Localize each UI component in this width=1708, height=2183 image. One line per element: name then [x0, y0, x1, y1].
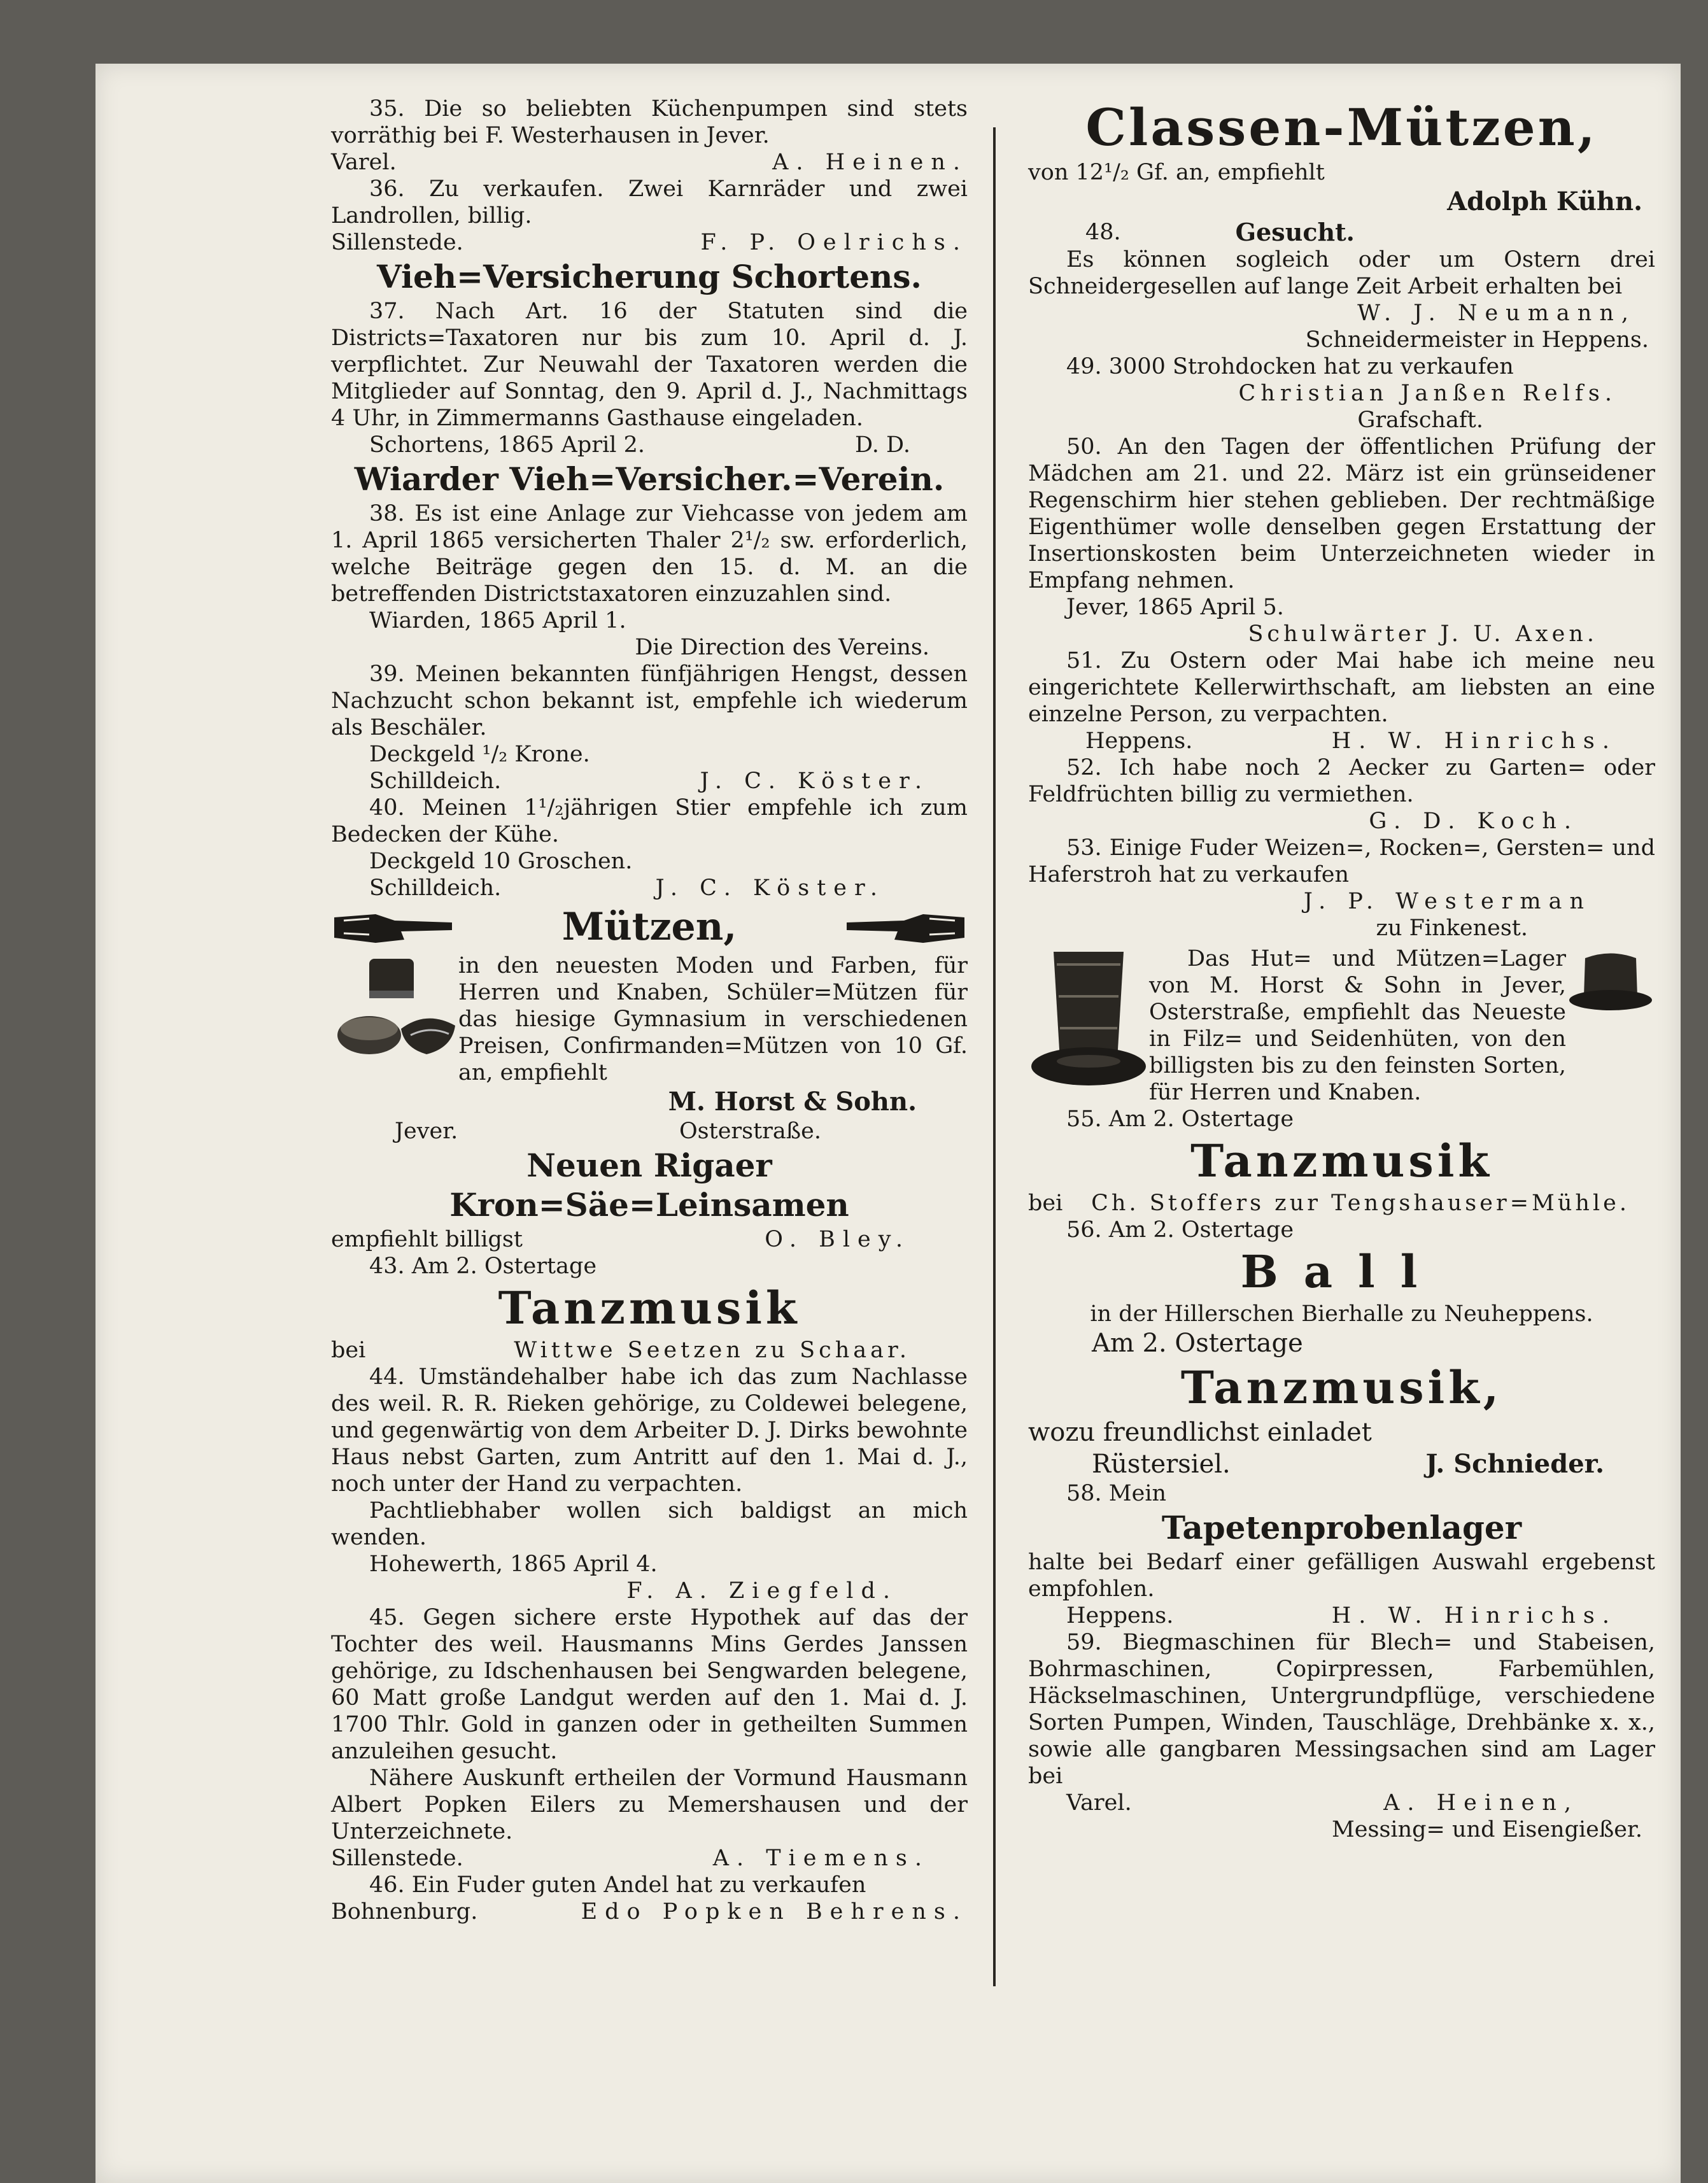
ad-muetzen: [331, 901, 968, 1145]
ad-43-heading: Tanzmusik: [498, 1282, 801, 1334]
ad-45-place: Sillenstede.: [331, 1846, 463, 1871]
ad-39-text: 39. Meinen bekannten fünfjährigen Hengst, dessen Nachzucht schon bekannt ist, empfehle ich wiederum als Beschäler.: [331, 661, 968, 740]
rigaer-signature: [331, 1226, 968, 1253]
ad-58-name: H. W. Hinrichs.: [1331, 1603, 1617, 1628]
ad-59: [1028, 1629, 1655, 1843]
muetzen-heading: Mützen,: [561, 905, 737, 949]
ad-49-place: Grafschaft.: [1357, 407, 1483, 433]
ad-44-text: 44. Umständehalber habe ich das zum Nachlasse des weil. R. R. Rieken gehörige, zu Coldewei belegene, und gegenwärtig von dem Arbeiter D. J. Dirks bewohnte Haus nebst Garten, zum Antritt auf den 1. Mai d. J., noch unter der Hand zu verpachten.: [331, 1364, 968, 1497]
classen-heading: Classen-Mützen,: [1085, 97, 1598, 157]
ad-57: [1028, 1327, 1655, 1480]
ad-36-signature: [331, 229, 968, 256]
ad-57-text: wozu freundlichst einladet: [1028, 1418, 1372, 1447]
ad-39-fee: Deckgeld ¹/₂ Krone.: [369, 742, 590, 767]
ad-50-text: 50. An den Tagen der öffentlichen Prüfung der Mädchen am 21. und 22. März ist ein grünseidener Regenschirm hier stehen geblieben. Der rechtmäßige Eigenthümer wolle denselben gegen Erstattung der Insertionskosten beim Unterzeichneten wieder in Empfang nehmen.: [1028, 434, 1655, 593]
muetzen-signature: [331, 1118, 968, 1145]
ad-58-intro: 58. Mein: [1066, 1481, 1167, 1506]
ad-58-heading: Tapetenprobenlager: [1161, 1509, 1522, 1546]
classen-name: Adolph Kühn.: [1447, 187, 1642, 216]
rigaer-text: empfiehlt billigst: [331, 1227, 523, 1252]
ad-45-text: 45. Gegen sichere erste Hypothek auf das der Tochter des weil. Hausmanns Mins Gerdes Janssen gehörige, zu Idschenhausen bei Sengwarden belegene, 60 Matt große Landgut werden auf den 1. Mai d. J. 1700 Thlr. Gold in ganzen oder in getheilten Summen anzuleihen gesucht.: [331, 1605, 968, 1764]
ad-51: [1028, 647, 1655, 754]
ad-51-name: H. W. Hinrichs.: [1331, 728, 1617, 754]
ad-48-text: Es können sogleich oder um Ostern drei Schneidergesellen auf lange Zeit Arbeit erhalten bei: [1028, 247, 1655, 299]
ad-hut-lager: [1028, 945, 1655, 1106]
ad-35-place: Varel.: [331, 150, 397, 175]
ad-57-intro: Am 2. Ostertage: [1092, 1329, 1303, 1358]
ad-40: [331, 795, 968, 901]
ad-48-sub: Schneidermeister in Heppens.: [1305, 327, 1649, 353]
ad-52-name: G. D. Koch.: [1369, 809, 1579, 834]
muetzen-body: [331, 952, 968, 1086]
ad-57-signature: [1028, 1448, 1655, 1480]
ad-58-text: halte bei Bedarf einer gefälligen Auswahl ergebenst empfohlen.: [1028, 1550, 1655, 1602]
classen-text: von 12¹/₂ Gf. an, empfiehlt: [1028, 160, 1325, 185]
ad-36: [331, 176, 968, 256]
wiarder-heading: Wiarder Vieh=Versicher.=Verein.: [354, 460, 945, 498]
ad-40-signature: [331, 875, 968, 901]
ad-45-text2: Nähere Auskunft ertheilen der Vormund Hausmann Albert Popken Eilers zu Memershausen und der Unterzeichnete.: [331, 1765, 968, 1844]
ad-43-line: [331, 1337, 968, 1364]
ad-56-text: in der Hillerschen Bierhalle zu Neuheppens.: [1090, 1301, 1593, 1327]
ad-39-signature: [331, 768, 968, 795]
ad-40-place: Schilldeich.: [369, 875, 502, 901]
ad-36-text: 36. Zu verkaufen. Zwei Karnräder und zwei Landrollen, billig.: [331, 176, 968, 229]
ad-38-place: Wiarden, 1865 April 1.: [369, 608, 626, 633]
ad-39-place: Schilldeich.: [369, 768, 502, 794]
ad-40-text: 40. Meinen 1¹/₂jährigen Stier empfehle ich zum Bedecken der Kühe.: [331, 795, 968, 847]
ad-49: [1028, 353, 1655, 434]
ad-58: [1028, 1480, 1655, 1629]
ad-37-text: 37. Nach Art. 16 der Statuten sind die Districts=Taxatoren nur bis zum 10. April d. J. verpflichtet. Zur Neuwahl der Taxatoren werden die Mitglieder auf Sonntag, den 9. April d. J., Nachmittags 4 Uhr, in Zimmermanns Gasthause eingeladen.: [331, 299, 968, 431]
ad-51-text: 51. Zu Ostern oder Mai habe ich meine neu eingerichtete Kellerwirthschaft, am liebsten an eine einzelne Person, zu verpachten.: [1028, 648, 1655, 727]
left-column: [331, 95, 968, 1925]
ad-44-place: Hohewerth, 1865 April 4.: [369, 1551, 658, 1577]
rigaer-heading: Neuen Rigaer Kron=Säe=Leinsamen: [449, 1147, 849, 1224]
caps-illustration-icon: [331, 952, 458, 1064]
ad-52: [1028, 754, 1655, 835]
muetzen-place: Jever.: [395, 1119, 458, 1144]
ad-50: [1028, 434, 1655, 647]
ad-57-name: J. Schnieder.: [1425, 1449, 1604, 1479]
ad-57-place: Rüstersiel.: [1092, 1450, 1231, 1479]
ad-48-title: Gesucht.: [1235, 218, 1355, 246]
muetzen-street: Osterstraße.: [679, 1119, 821, 1144]
hut-lager-text: Das Hut= und Mützen=Lager von M. Horst & Sohn in Jever, Osterstraße, empfiehlt das Neueste in Filz= und Seidenhüten, von den billigsten bis zu den feinsten Sorten, für Herren und Knaben.: [1149, 946, 1566, 1105]
ad-59-sub: Messing= und Eisengießer.: [1331, 1817, 1642, 1842]
ad-59-place: Varel.: [1066, 1790, 1132, 1816]
ad-44-name: F. A. Ziegfeld.: [626, 1578, 898, 1604]
ad-48-num: 48.: [1085, 219, 1121, 245]
ad-49-text: 49. 3000 Strohdocken hat zu verkaufen: [1066, 354, 1514, 379]
ad-35-text: 35. Die so beliebten Küchenpumpen sind stets vorräthig bei F. Westerhausen in Jever.: [331, 96, 968, 148]
ad-44-text2: Pachtliebhaber wollen sich baldigst an mich wenden.: [331, 1498, 968, 1550]
ad-55-pre: bei: [1028, 1190, 1063, 1216]
ad-50-place: Jever, 1865 April 5.: [1066, 595, 1284, 620]
ad-53-name: J. P. Westerman: [1303, 889, 1592, 914]
ad-53-sub: zu Finkenest.: [1376, 915, 1528, 941]
ad-48: [1028, 218, 1655, 353]
ad-55-text: Ch. Stoffers zur Tengshauser=Mühle.: [1091, 1190, 1630, 1216]
ad-58-signature: [1028, 1602, 1655, 1629]
ad-51-place: Heppens.: [1085, 728, 1193, 754]
ad-43-intro: 43. Am 2. Ostertage: [369, 1254, 597, 1279]
ad-37-signature: [331, 432, 968, 458]
ad-46-text: 46. Ein Fuder guten Andel hat zu verkaufen: [369, 1872, 866, 1898]
ad-46: [331, 1872, 968, 1925]
pointing-hand-left-icon: [840, 905, 968, 949]
ad-49-name: Christian Janßen Relfs.: [1238, 381, 1617, 406]
muetzen-firm: M. Horst & Sohn.: [668, 1087, 917, 1117]
ad-59-name: A. Heinen,: [1383, 1790, 1579, 1816]
column-rule: [993, 127, 996, 1986]
top-hat-icon: [1028, 945, 1149, 1098]
ad-55-intro: 55. Am 2. Ostertage: [1066, 1106, 1294, 1132]
ad-45-name: A. Tiemens.: [712, 1846, 929, 1871]
ad-51-signature: [1028, 728, 1655, 754]
ad-50-name: Schulwärter J. U. Axen.: [1248, 621, 1598, 647]
ad-39-name: J. C. Köster.: [700, 768, 929, 794]
ad-35: [331, 95, 968, 176]
ad-55-heading: Tanzmusik: [1190, 1134, 1493, 1187]
ad-40-fee: Deckgeld 10 Groschen.: [369, 849, 633, 874]
ad-35-signature: [331, 149, 968, 176]
ad-38: [331, 500, 968, 661]
ad-48-header: [1028, 218, 1655, 246]
ad-43-pre: bei: [331, 1338, 366, 1363]
ad-38-name: Die Direction des Vereins.: [635, 635, 929, 660]
ad-55-line: [1028, 1190, 1655, 1217]
ad-46-signature: [331, 1898, 968, 1925]
ad-37-name: D. D.: [854, 432, 910, 458]
ad-59-signature: [1028, 1790, 1655, 1816]
ad-53-text: 53. Einige Fuder Weizen=, Rocken=, Gersten= und Haferstroh hat zu verkaufen: [1028, 835, 1655, 887]
ad-53: [1028, 835, 1655, 942]
ad-43: [331, 1253, 968, 1364]
ad-38-text: 38. Es ist eine Anlage zur Viehcasse von jedem am 1. April 1865 versicherten Thaler 2¹/₂ sw. erforderlich, welche Beiträge gegen den 15. d. M. an die betreffenden Districtstaxatoren einzuzahlen sind.: [331, 501, 968, 607]
ad-40-name: J. C. Köster.: [655, 875, 885, 901]
ad-56: [1028, 1217, 1655, 1327]
ad-59-text: 59. Biegmaschinen für Blech= und Stabeisen, Bohrmaschinen, Copirpressen, Farbemühlen, Häckselmaschinen, Untergrundpflüge, verschiedene Sorten Pumpen, Winden, Tauschläge, Drehbänke x. x., sowie alle gangbaren Messingsachen sind am Lager bei: [1028, 1630, 1655, 1789]
ad-56-heading: Ball: [1240, 1245, 1443, 1298]
right-column: [1028, 95, 1655, 1843]
bowler-hat-icon: [1566, 945, 1655, 1022]
ad-37: [331, 298, 968, 458]
ad-45-signature: [331, 1845, 968, 1872]
ad-58-place: Heppens.: [1066, 1603, 1174, 1628]
ad-35-name: A. Heinen.: [772, 150, 968, 175]
muetzen-text: in den neuesten Moden und Farben, für Herren und Knaben, Schüler=Mützen für das hiesige Gymnasium in verschiedenen Preisen, Confirmanden=Mützen von 10 Gf. an, empfiehlt: [458, 953, 968, 1085]
ad-46-name: Edo Popken Behrens.: [581, 1899, 968, 1925]
ad-37-place: Schortens, 1865 April 2.: [369, 432, 645, 458]
ad-39: [331, 661, 968, 795]
ad-36-name: F. P. Oelrichs.: [700, 230, 968, 255]
ad-55: [1028, 1106, 1655, 1217]
ad-56-intro: 56. Am 2. Ostertage: [1066, 1217, 1294, 1243]
ad-43-text: Wittwe Seetzen zu Schaar.: [514, 1338, 910, 1363]
vieh-versicherung-heading: Vieh=Versicherung Schortens.: [377, 258, 922, 295]
ad-45: [331, 1604, 968, 1872]
ad-36-place: Sillenstede.: [331, 230, 463, 255]
pointing-hand-right-icon: [331, 905, 458, 949]
ad-48-name: W. J. Neumann,: [1357, 300, 1636, 326]
rigaer-name: O. Bley.: [765, 1227, 910, 1252]
muetzen-header-row: [331, 901, 968, 952]
ad-46-place: Bohnenburg.: [331, 1899, 478, 1925]
ad-44: [331, 1364, 968, 1604]
ad-57-heading: Tanzmusik,: [1180, 1361, 1503, 1414]
ad-52-text: 52. Ich habe noch 2 Aecker zu Garten= oder Feldfrüchten billig zu vermiethen.: [1028, 755, 1655, 807]
